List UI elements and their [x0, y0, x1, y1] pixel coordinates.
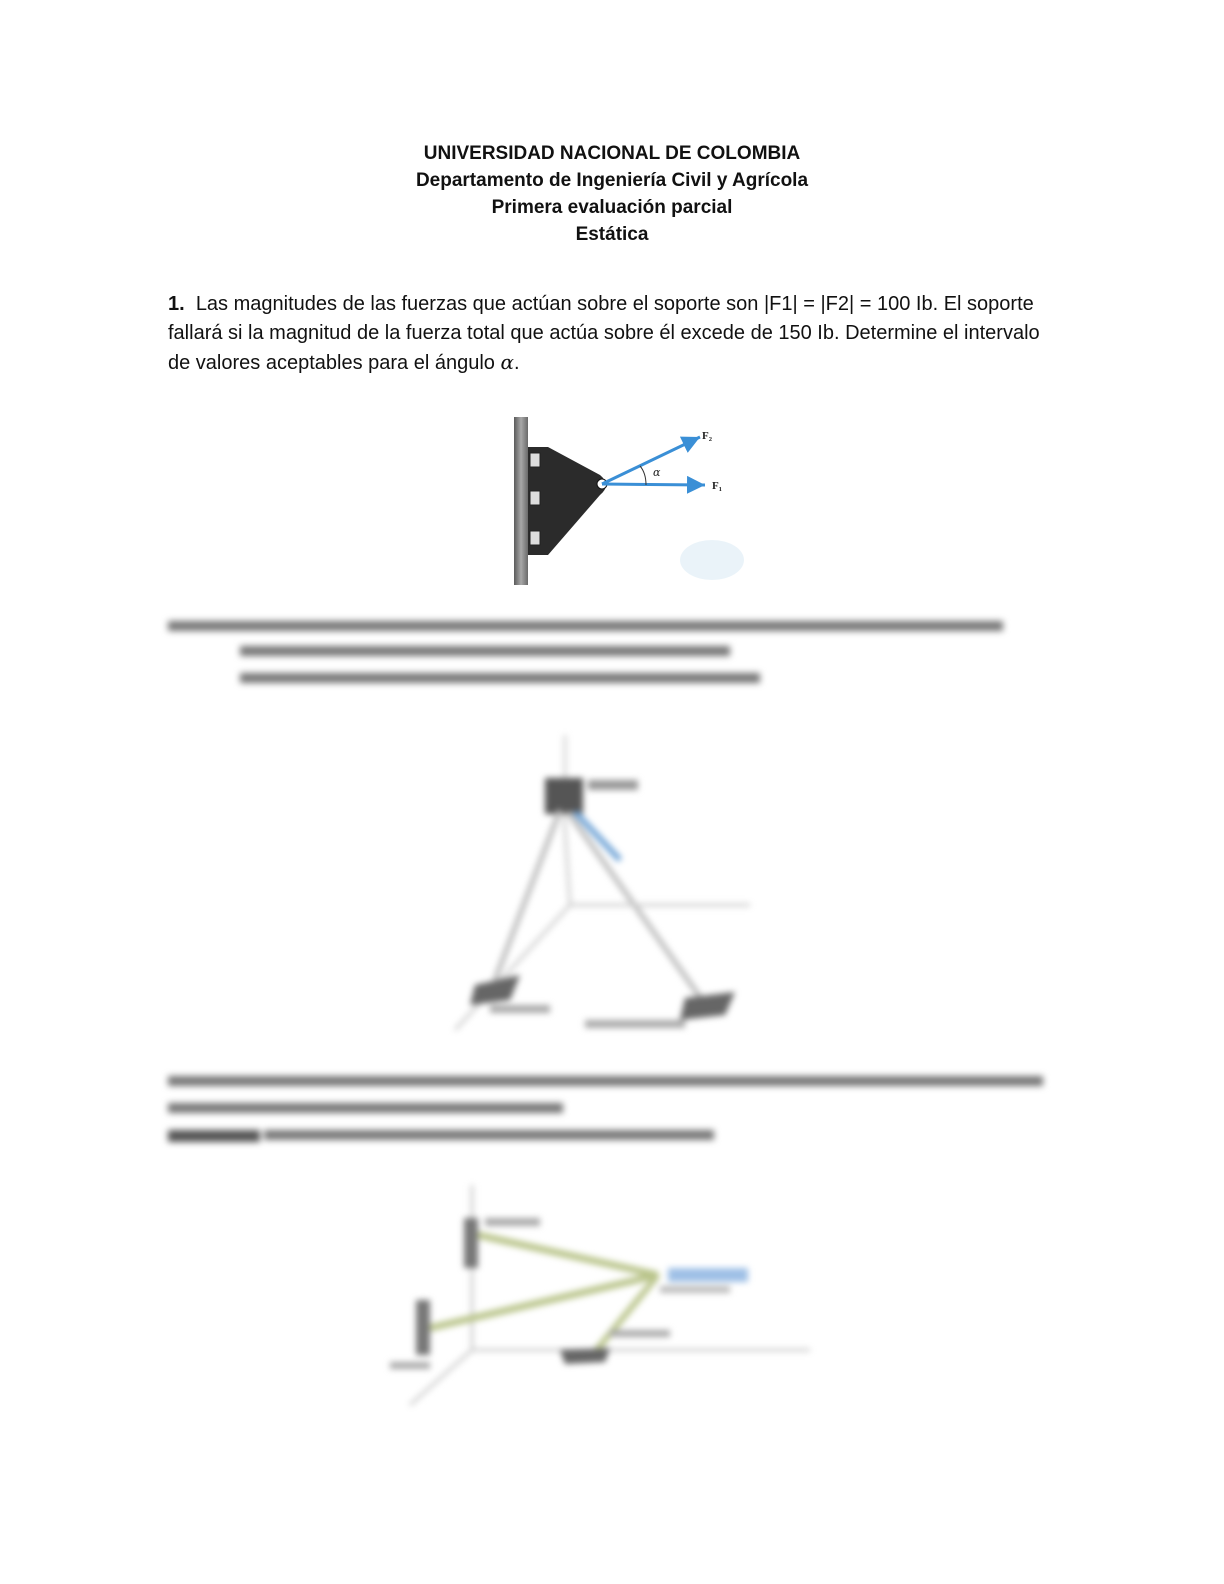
force-f1-arrow — [602, 484, 705, 485]
tripod-top-block — [545, 778, 583, 814]
question-2-blurred — [168, 615, 1018, 691]
department-name: Departamento de Ingeniería Civil y Agrícola — [415, 170, 809, 191]
cable-anchor-bottom — [560, 1348, 610, 1364]
question-1-number: 1. — [168, 293, 185, 315]
label-alpha: α — [653, 466, 661, 479]
figure-cables — [380, 1180, 820, 1410]
question-1-end: . — [513, 352, 520, 374]
wall — [514, 417, 528, 585]
question-1-symbol: α — [500, 350, 514, 374]
force-f2-arrow — [602, 437, 700, 484]
angle-arc — [640, 466, 646, 485]
question-1-text: Las magnitudes de las fuerzas que actúan sobre el soporte son |F1| = |F2| = 100 Ib. El soporte fallará si la magnitud de la fuerza total que actúa sobre él excede de 150 Ib. Determine el intervalo de valores aceptables para el ángulo — [168, 293, 1040, 374]
bolt-bottom — [530, 531, 540, 545]
label-f1: F₁ — [712, 480, 723, 492]
exam-name: Primera evaluación parcial — [491, 197, 733, 218]
bolt-middle — [530, 491, 540, 505]
exam-header — [0, 140, 1224, 248]
figure-tripod — [440, 730, 780, 1040]
university-name: UNIVERSIDAD NACIONAL DE COLOMBIA — [423, 143, 801, 164]
question-3-blurred — [168, 1068, 1048, 1149]
label-f2: F₂ — [702, 430, 713, 442]
question-1 — [168, 290, 1048, 378]
figure-bracket — [450, 395, 760, 595]
cable-anchor-left — [416, 1300, 430, 1355]
course-name: Estática — [575, 224, 649, 245]
faded-shape — [680, 540, 744, 580]
cable-anchor-top — [464, 1218, 478, 1268]
bolt-top — [530, 453, 540, 467]
tripod-foot-right — [680, 992, 735, 1020]
